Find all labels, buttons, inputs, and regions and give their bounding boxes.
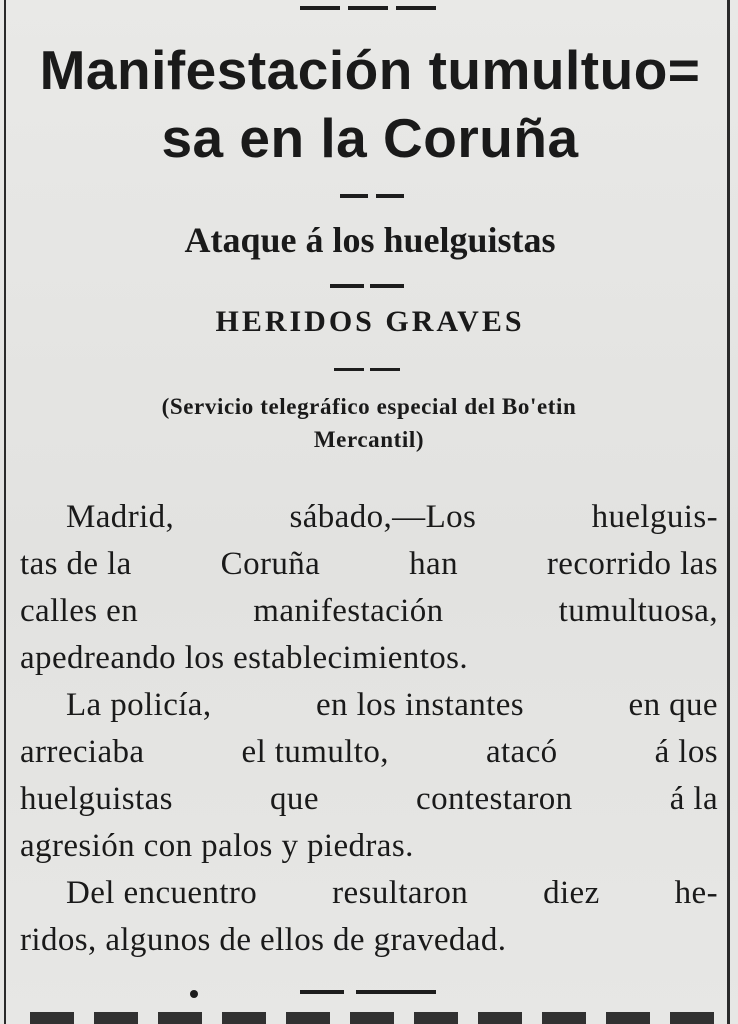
- text-line: [20, 870, 718, 917]
- divider-dash: [340, 194, 368, 198]
- word: resultaron: [332, 875, 469, 911]
- word: huelguis-: [591, 499, 718, 535]
- text-line: [20, 917, 718, 964]
- text-line: [20, 682, 718, 729]
- top-divider-dash: [348, 6, 388, 10]
- word: diez: [543, 875, 600, 911]
- word: gravedad.: [373, 922, 507, 958]
- word: que: [270, 781, 319, 817]
- divider-dash: [334, 368, 364, 371]
- divider-dash: [370, 368, 400, 371]
- divider-dash: [370, 284, 404, 288]
- word: tumultuosa,: [558, 593, 718, 629]
- word: algunos de: [105, 922, 252, 958]
- text-line: [20, 588, 718, 635]
- text-line: [20, 541, 718, 588]
- word: Madrid,: [66, 499, 175, 535]
- text-line: [20, 823, 718, 870]
- next-article-cutoff: [30, 1012, 720, 1024]
- service-line-1: (Servicio telegráfico especial del Bo'etin: [161, 394, 577, 419]
- divider-dash: [376, 194, 404, 198]
- service-line-2: Mercantil): [313, 427, 425, 452]
- word: en los instantes: [316, 687, 525, 723]
- word: en que: [628, 687, 718, 723]
- kicker-heading: HERIDOS GRAVES: [215, 305, 525, 338]
- word: han: [409, 546, 458, 582]
- word: Coruña: [220, 546, 321, 582]
- word: á la: [669, 781, 718, 817]
- word: recorrido las: [546, 546, 718, 582]
- headline-line-1: Manifestación tumultuo=: [39, 39, 701, 101]
- text-line: [20, 776, 718, 823]
- top-divider-dash: [300, 6, 340, 10]
- word: ridos,: [20, 922, 97, 958]
- word: ellos de: [260, 922, 365, 958]
- top-divider-dash: [396, 6, 436, 10]
- word: á los: [654, 734, 718, 770]
- word: el tumulto,: [241, 734, 389, 770]
- word: La policía,: [66, 687, 212, 723]
- divider-dash: [330, 284, 364, 288]
- paragraph-2: [20, 682, 718, 870]
- bullet-mark: [190, 990, 198, 998]
- word: sábado,—Los: [289, 499, 477, 535]
- word: arreciaba: [20, 734, 145, 770]
- headline-line-2: sa en la Coruña: [161, 107, 579, 169]
- word: tas de la: [20, 546, 132, 582]
- word: atacó: [485, 734, 558, 770]
- word: manifestación: [253, 593, 444, 629]
- word: huelguistas: [20, 781, 173, 817]
- paragraph-3: [20, 870, 718, 964]
- column-rule-right: [727, 0, 730, 1024]
- word: Del encuentro: [66, 875, 258, 911]
- word: apedreando los establecimientos.: [20, 640, 469, 676]
- word: agresión con palos y piedras.: [20, 828, 414, 864]
- subheadline: Ataque á los huelguistas: [184, 220, 556, 260]
- text-line: [20, 729, 718, 776]
- bottom-divider-dash: [300, 990, 344, 994]
- text-line: [20, 494, 718, 541]
- word: calles en: [20, 593, 139, 629]
- text-line: [20, 635, 718, 682]
- word: he-: [674, 875, 718, 911]
- word: contestaron: [416, 781, 573, 817]
- paragraph-1: [20, 494, 718, 682]
- column-rule-left: [4, 0, 6, 1024]
- bottom-divider-dash: [356, 990, 436, 994]
